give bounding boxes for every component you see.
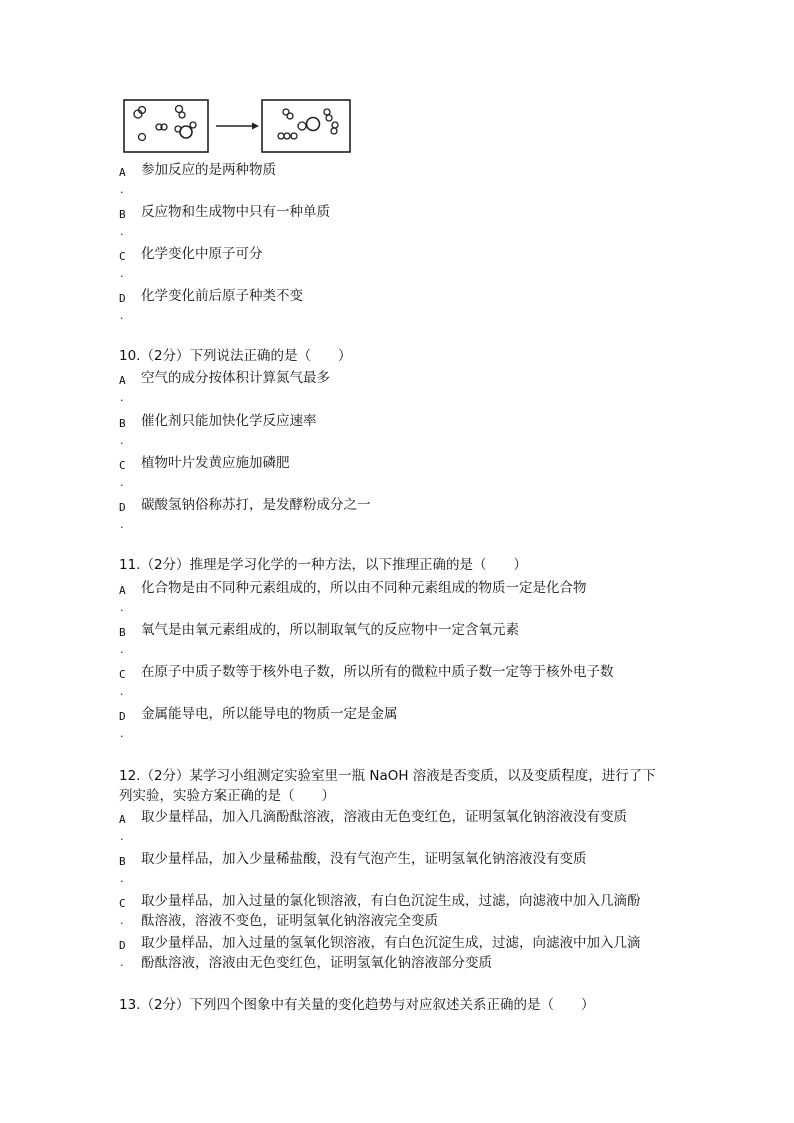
- q13-stem: 13.（2分）下列四个图象中有关量的变化趋势与对应叙述关系正确的是（ ）: [119, 997, 595, 1013]
- q10-stem: 10.（2分）下列说法正确的是（ ）: [119, 348, 352, 364]
- q12-stem-line-2: 列实验，实验方案正确的是（ ）: [119, 788, 335, 804]
- reaction-diagram: [122, 98, 362, 156]
- q12-stem-line-1: 12.（2分）某学习小组测定实验室里一瓶 NaOH 溶液是否变质，以及变质程度，进行了下: [119, 768, 656, 784]
- q11-stem: 11.（2分）推理是学习化学的一种方法，以下推理正确的是（ ）: [119, 557, 528, 573]
